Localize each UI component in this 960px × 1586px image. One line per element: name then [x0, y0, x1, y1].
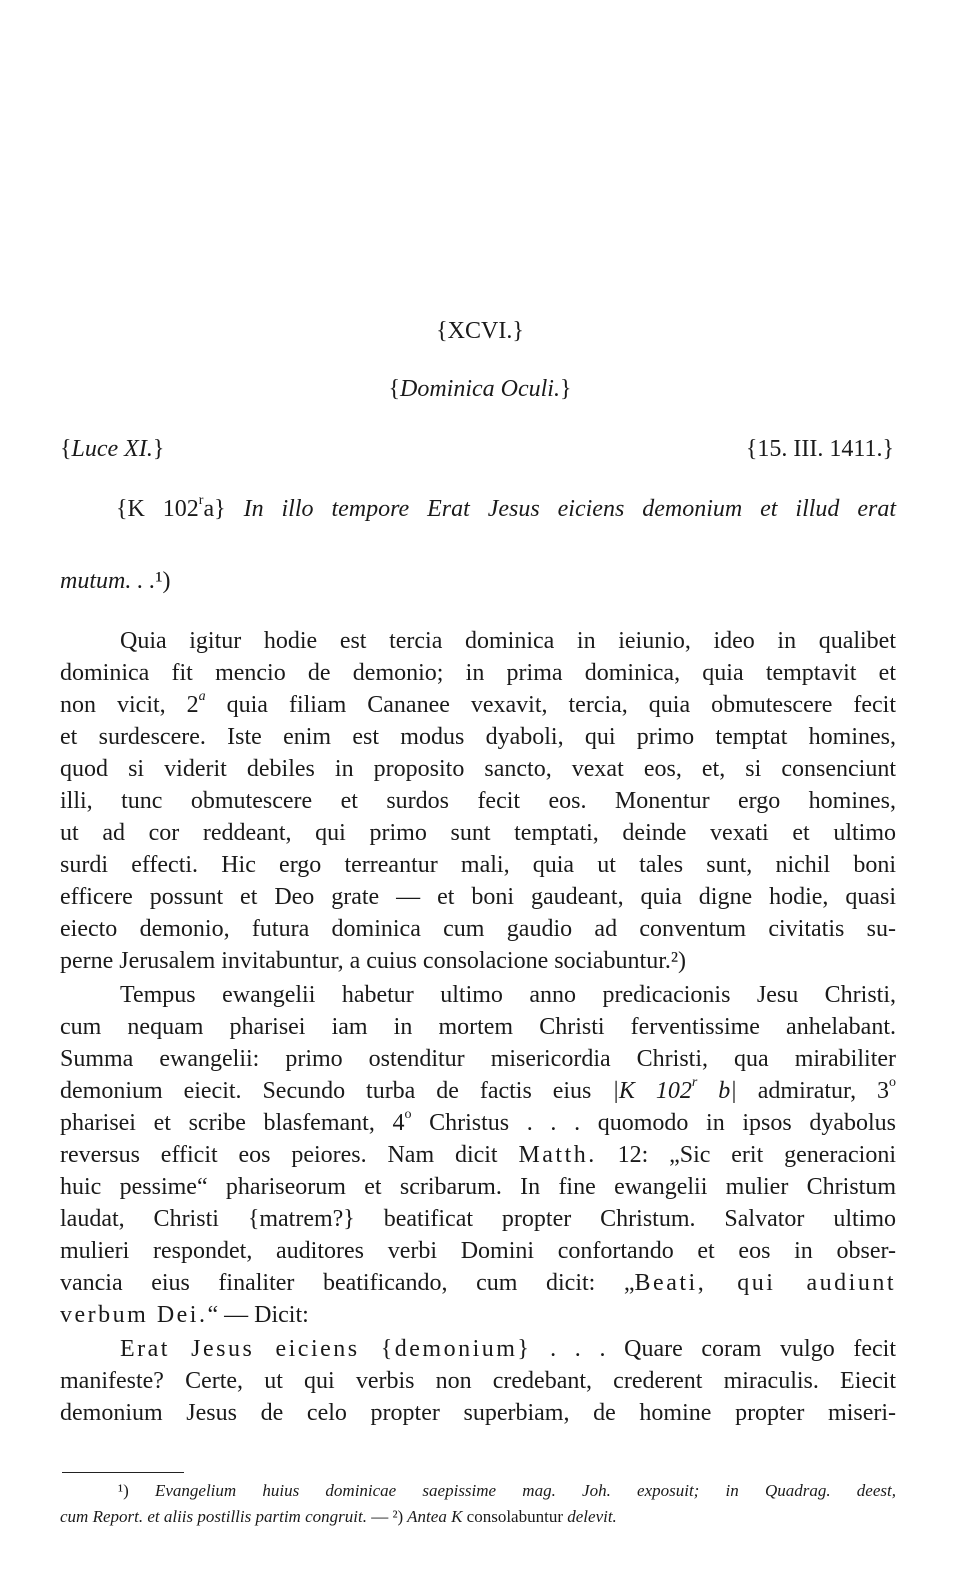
footnote-2-text-a: Antea [407, 1507, 452, 1526]
para1-line-3-sup: a [198, 689, 206, 704]
para2-line-5 [60, 1108, 896, 1138]
para1-line-2: dominica fit mencio de demonio; in prima dominica, quia temptavit et [60, 660, 896, 686]
para2-line-5-a: pharisei et scribe blasfemant, 4 [60, 1110, 405, 1136]
para1-line-10: eiecto demonio, futura dominica cum gaudio ad conventum civitatis su- [60, 916, 896, 942]
sermon-number-text: {XCVI.} [436, 318, 524, 344]
para2-line-1: Tempus ewangelii habetur ultimo anno predicacionis Jesu Christi, [120, 982, 896, 1008]
feast-title-text: Dominica Oculi. [400, 376, 560, 402]
para2-line-4-b: admiratur, 3 [736, 1078, 889, 1104]
footnote-ref-1: ¹) [155, 568, 171, 594]
bible-reference: {Luce XI.} [60, 436, 165, 462]
sermon-number [0, 316, 960, 346]
para2-line-10 [60, 1268, 896, 1298]
footnote-1-text-2: cum Report. et aliis postillis partim congruit. [60, 1507, 367, 1526]
sermon-date-text: {15. III. 1411.} [745, 436, 894, 462]
para2-line-4-a: demonium eiecit. Secundo turba de factis eius [60, 1078, 613, 1104]
sermon-date [746, 434, 894, 464]
para2-line-5-b: Christus . . . quomodo in ipsos dyabolus [411, 1110, 897, 1136]
para2-line-6-a: reversus efficit eos peiores. Nam dicit [60, 1142, 519, 1168]
manuscript-ref-sup: r [691, 1075, 698, 1090]
para1-line-3-a: non vicit, 2 [60, 692, 199, 718]
feast-title: {Dominica Oculi.} [388, 376, 572, 402]
para2-line-4 [60, 1076, 896, 1106]
para2-line-6-b: 12: „Sic erit generacioni [596, 1142, 897, 1168]
para2-line-7: huic pessime“ phariseorum et scribarum. In fine ewangelii mulier Christum [60, 1174, 896, 1200]
para2-line-8: laudat, Christi {matrem?} beatificat propter Christum. Salvator ultimo [60, 1206, 896, 1232]
footnote-1-text: Evangelium huius dominicae saepissime mag. Joh. exposuit; in Quadrag. deest, [154, 1481, 896, 1500]
footnote-1-line-1 [118, 1480, 896, 1502]
para1-line-7: ut ad cor reddeant, qui primo sunt temptati, deinde vexati et ultimo [60, 820, 896, 846]
para3-line-2: manifeste? Certe, ut qui verbis non credebant, crederent miraculis. Eiecit [60, 1368, 896, 1394]
para2-line-9: mulieri respondet, auditores verbi Domini confortando et eos in obser- [60, 1238, 896, 1264]
para1-line-9: efficere possunt et Deo grate — et boni gaudeant, quia digne hodie, quasi [60, 884, 896, 910]
para3-line-3: demonium Jesus de celo propter superbiam, de homine propter miseri- [60, 1400, 896, 1426]
para1-line-3 [60, 690, 896, 720]
footnote-2-text-b: consolabuntur [462, 1507, 568, 1526]
para1-line-4: et surdescere. Iste enim est modus dyaboli, qui primo temptat homines, [60, 724, 896, 750]
para3-line-1-b: . . . Quare coram vulgo fecit [531, 1336, 896, 1362]
incipit-line-1 [116, 494, 896, 524]
para1-line-8: surdi effecti. Hic ergo terreantur mali, quia ut tales sunt, nichil boni [60, 852, 896, 878]
verbum-dei: verbum Dei. [60, 1302, 208, 1328]
lemma-erat-jesus: Erat Jesus eiciens {demonium} [120, 1336, 532, 1362]
incipit-text-1: In illo tempore Erat Jesus eiciens demonium et illud erat [243, 496, 896, 522]
beati-quote: Beati, qui audiunt [634, 1270, 896, 1296]
para2-line-3: Summa ewangelii: primo ostenditur misericordia Christi, qua mirabiliter [60, 1046, 896, 1072]
footnote-1-mark: ¹) [118, 1481, 129, 1500]
footnote-1-line-2 [60, 1506, 617, 1528]
para2-line-10-a: vancia eius finaliter beatificando, cum dicit: „ [60, 1270, 635, 1296]
incipit-siglum-sup: r [198, 493, 204, 508]
bible-reference-text: Luce XI. [71, 436, 153, 462]
para1-line-6: illi, tunc obmutescere et surdos fecit eos. Monentur ergo homines, [60, 788, 896, 814]
para2-line-11-b: “ — Dicit: [207, 1302, 309, 1328]
para3-line-1 [120, 1334, 896, 1364]
footnote-2-mark: ²) [392, 1507, 404, 1526]
incipit-siglum-end: a} [203, 496, 226, 522]
para1-line-1: Quia igitur hodie est tercia dominica in ieiunio, ideo in qualibet [120, 628, 896, 654]
para1-line-5: quod si viderit debiles in proposito sancto, vexat eos, et, si consenciunt [60, 756, 896, 782]
incipit-text-2: mutum. . . [60, 568, 156, 594]
para2-line-4-sup: o [889, 1075, 896, 1090]
footnote-2-siglum: K [451, 1507, 463, 1526]
para2-line-5-sup: o [404, 1107, 412, 1122]
para2-line-11 [60, 1300, 309, 1330]
footnote-rule [62, 1472, 184, 1473]
incipit-siglum: {K 102 [116, 496, 199, 522]
para1-line-11: perne Jerusalem invitabuntur, a cuius consolacione sociabuntur.²) [60, 948, 687, 974]
para2-line-6 [60, 1140, 896, 1170]
manuscript-ref: |K 102 [612, 1078, 692, 1104]
incipit-line-2 [60, 566, 171, 596]
para2-line-2: cum nequam pharisei iam in mortem Christi ferventissime anhelabant. [60, 1014, 896, 1040]
para1-line-3-b: quia filiam Cananee vexavit, tercia, quia obmutescere fecit [205, 692, 896, 718]
matthew-ref: Matth. [518, 1142, 597, 1168]
manuscript-ref-end: b| [697, 1078, 737, 1104]
footnote-dash: — [366, 1507, 393, 1526]
footnote-2-text-c: delevit. [567, 1507, 617, 1526]
